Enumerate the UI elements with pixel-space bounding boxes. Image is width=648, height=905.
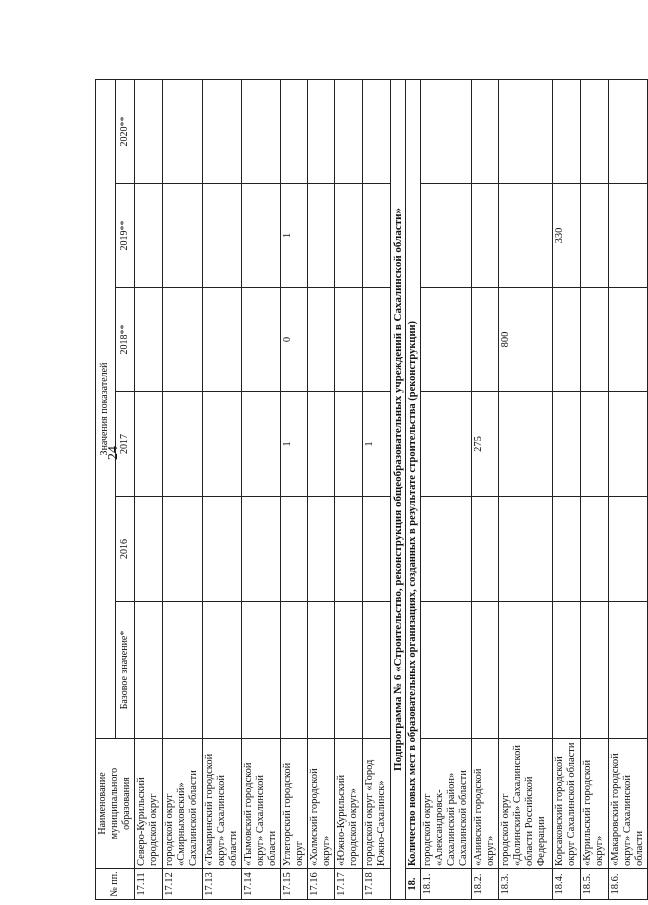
row-name: «Южно-Курильский городской округ»: [335, 739, 363, 869]
row-num: 17.12: [163, 869, 203, 900]
row-name: городской округ «Александровск-Сахалинский район» Сахалинской области: [421, 739, 472, 869]
cell-base: [421, 602, 472, 739]
cell-2018: [581, 288, 609, 392]
cell-2020: [553, 79, 581, 183]
cell-2018: [135, 288, 163, 392]
cell-2016: [308, 497, 335, 602]
row-num: 18.5.: [581, 869, 609, 900]
cell-2020: [135, 79, 163, 183]
indicators-table: [95, 79, 648, 900]
table-row: [499, 79, 553, 899]
indicator-num: 18.: [406, 869, 421, 900]
cell-base: [335, 602, 363, 739]
cell-2019: [308, 184, 335, 288]
row-name: Северо-Курильский городской округ: [135, 739, 163, 869]
cell-base: [581, 602, 609, 739]
cell-2019: [163, 184, 203, 288]
cell-2016: [335, 497, 363, 602]
cell-2018: 800: [499, 288, 553, 392]
cell-2020: [499, 79, 553, 183]
cell-base: [499, 602, 553, 739]
row-num: 17.18: [363, 869, 391, 900]
subprogram-row: [391, 79, 406, 899]
cell-2020: [203, 79, 242, 183]
cell-2019: [135, 184, 163, 288]
cell-2020: [472, 79, 499, 183]
cell-2018: [242, 288, 281, 392]
cell-2017: [163, 392, 203, 497]
cell-2019: [363, 184, 391, 288]
table-row: [335, 79, 363, 899]
row-name: Углегорский городской округ: [281, 739, 308, 869]
cell-2017: [553, 392, 581, 497]
cell-2018: [421, 288, 472, 392]
cell-2016: [281, 497, 308, 602]
row-num: 17.11: [135, 869, 163, 900]
cell-base: [135, 602, 163, 739]
cell-2017: [242, 392, 281, 497]
cell-base: [203, 602, 242, 739]
table-row: [553, 79, 581, 899]
cell-2018: [308, 288, 335, 392]
table-row: [421, 79, 472, 899]
header-2020: 2020**: [115, 79, 135, 183]
cell-2020: [163, 79, 203, 183]
row-name: «Анивский городской округ»: [472, 739, 499, 869]
cell-2017: [308, 392, 335, 497]
cell-2018: [609, 288, 648, 392]
row-name: городской округ «Смирныховский» Сахалинской области: [163, 739, 203, 869]
cell-2020: [308, 79, 335, 183]
cell-2019: [421, 184, 472, 288]
table-row: [281, 79, 308, 899]
header-name: Наименование муниципального образования: [96, 739, 135, 869]
row-name: городской округ «Город Южно-Сахалинск»: [363, 739, 391, 869]
table-row: [363, 79, 391, 899]
header-values: Значения показателей: [96, 79, 116, 738]
cell-2020: [609, 79, 648, 183]
row-num: 18.1.: [421, 869, 472, 900]
cell-base: [609, 602, 648, 739]
cell-2019: [499, 184, 553, 288]
cell-2018: [335, 288, 363, 392]
row-name: «Холмский городской округ»: [308, 739, 335, 869]
cell-base: [281, 602, 308, 739]
table-row: [135, 79, 163, 899]
row-num: 18.2.: [472, 869, 499, 900]
header-base: Базовое значение*: [115, 602, 135, 739]
cell-2017: [581, 392, 609, 497]
row-num: 17.16: [308, 869, 335, 900]
cell-2017: [499, 392, 553, 497]
cell-2016: [203, 497, 242, 602]
cell-2019: [242, 184, 281, 288]
header-2019: 2019**: [115, 184, 135, 288]
cell-2017: 1: [363, 392, 391, 497]
row-num: 18.6.: [609, 869, 648, 900]
row-num: 17.15: [281, 869, 308, 900]
subprogram-title: Подпрограмма № 6 «Строительство, реконструкция общеобразовательных учреждений в Сахалинской области»: [391, 79, 406, 899]
row-name: городской округ «Долинский» Сахалинской области Российской Федерации: [499, 739, 553, 869]
cell-2016: [163, 497, 203, 602]
cell-2018: [363, 288, 391, 392]
table-row: [308, 79, 335, 899]
cell-2019: [472, 184, 499, 288]
cell-base: [163, 602, 203, 739]
cell-2016: [581, 497, 609, 602]
cell-2016: [609, 497, 648, 602]
cell-2020: [242, 79, 281, 183]
row-num: 17.14: [242, 869, 281, 900]
row-name: Корсаковский городской округ Сахалинской области: [553, 739, 581, 869]
table-row: [609, 79, 648, 899]
cell-base: [242, 602, 281, 739]
cell-2019: [609, 184, 648, 288]
cell-2016: [553, 497, 581, 602]
header-2016: 2016: [115, 497, 135, 602]
cell-2018: 0: [281, 288, 308, 392]
table-row: [581, 79, 609, 899]
row-name: «Макаровский городской округ» Сахалинской области: [609, 739, 648, 869]
cell-2019: [581, 184, 609, 288]
row-name: «Курильский городской округ»: [581, 739, 609, 869]
cell-2016: [135, 497, 163, 602]
cell-2020: [335, 79, 363, 183]
indicator-text: Количество новых мест в образовательных организациях, созданных в результате строительства (реконструкции): [406, 79, 421, 868]
cell-2016: [363, 497, 391, 602]
cell-2017: [203, 392, 242, 497]
cell-2017: [609, 392, 648, 497]
header-2017: 2017: [115, 392, 135, 497]
cell-2016: [499, 497, 553, 602]
row-num: 18.4.: [553, 869, 581, 900]
cell-base: [363, 602, 391, 739]
header-num: № пп.: [96, 869, 135, 900]
cell-2017: [335, 392, 363, 497]
cell-base: [553, 602, 581, 739]
cell-2017: 1: [281, 392, 308, 497]
header-2018: 2018**: [115, 288, 135, 392]
cell-base: [308, 602, 335, 739]
row-name: «Томаринский городской округ» Сахалинской области: [203, 739, 242, 869]
page-number: 24: [106, 446, 121, 460]
cell-2018: [553, 288, 581, 392]
cell-2020: [363, 79, 391, 183]
indicator-row: [406, 79, 421, 899]
table-row: [163, 79, 203, 899]
cell-2018: [203, 288, 242, 392]
cell-2016: [421, 497, 472, 602]
row-num: 17.13: [203, 869, 242, 900]
cell-2018: [472, 288, 499, 392]
table-row: [242, 79, 281, 899]
cell-2020: [581, 79, 609, 183]
cell-2020: [421, 79, 472, 183]
cell-2019: [335, 184, 363, 288]
cell-base: [472, 602, 499, 739]
rotated-table-container: [95, 80, 645, 900]
row-num: 18.3.: [499, 869, 553, 900]
table-row: [472, 79, 499, 899]
cell-2020: [281, 79, 308, 183]
cell-2018: [163, 288, 203, 392]
cell-2017: [421, 392, 472, 497]
table-row: [203, 79, 242, 899]
cell-2019: [203, 184, 242, 288]
cell-2016: [242, 497, 281, 602]
cell-2017: [135, 392, 163, 497]
cell-2019: 330: [553, 184, 581, 288]
row-name: «Тымовский городской округ» Сахалинской области: [242, 739, 281, 869]
cell-2017: 275: [472, 392, 499, 497]
cell-2016: [472, 497, 499, 602]
cell-2019: 1: [281, 184, 308, 288]
row-num: 17.17: [335, 869, 363, 900]
